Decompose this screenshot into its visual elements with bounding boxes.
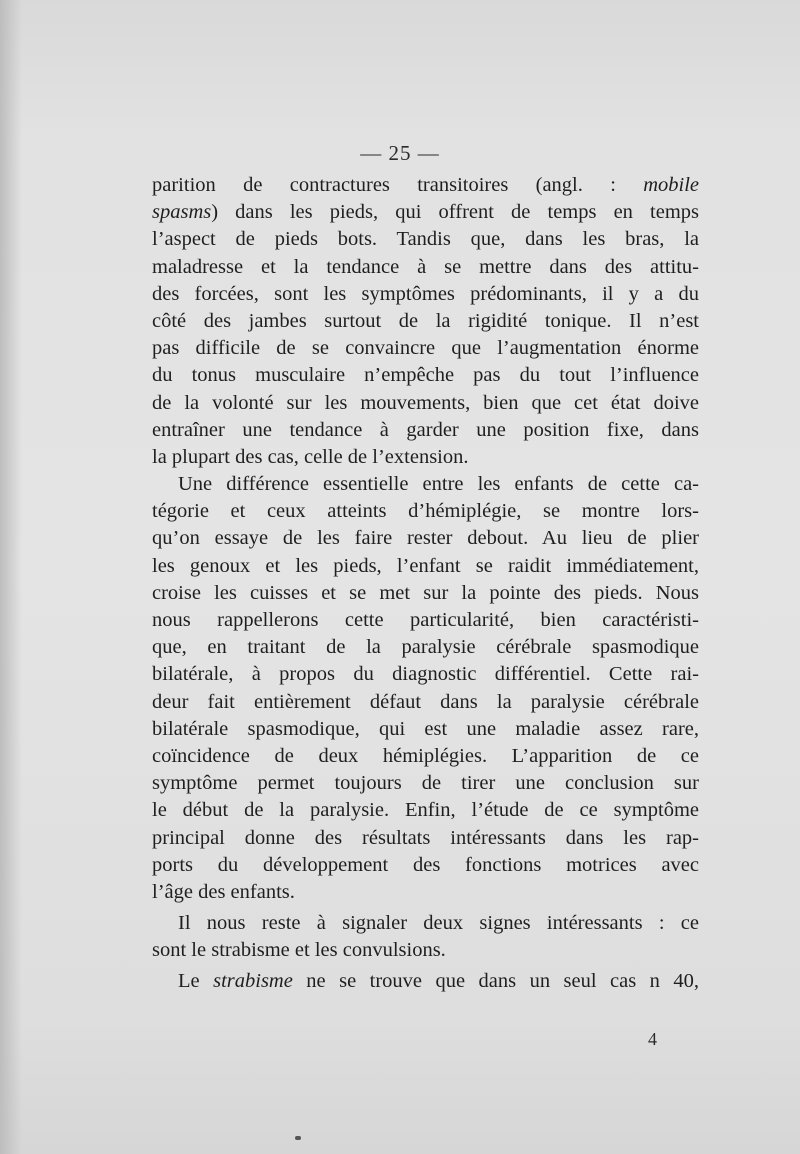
paragraph-4 [152,968,699,995]
text-line: du tonus musculaire n’empêche pas du tout l’influence [152,364,699,387]
text-run: ) dans les pieds, qui offrent de temps en temps [211,201,699,224]
text-line: l’aspect de pieds bots. Tandis que, dans les bras, la [152,228,699,251]
text-line: bilatérale spasmodique, qui est une maladie assez rare, [152,717,699,740]
text-line: sont le strabisme et les convulsions. [152,939,446,962]
text-line: côté des jambes surtout de la rigidité tonique. Il n’est [152,309,699,332]
text-line: entraîner une tendance à garder une position fixe, dans [152,418,699,441]
text-line [152,968,699,995]
text-line [152,172,699,199]
text-line: Il nous reste à signaler deux signes intéressants : ce [178,912,699,935]
text-run: Le [178,970,214,993]
text-line: tégorie et ceux atteints d’hémiplégie, se montre lors- [152,500,699,523]
text-line: symptôme permet toujours de tirer une conclusion sur [152,772,699,795]
text-line: les genoux et les pieds, l’enfant se raidit immédiatement, [152,554,699,577]
text-run: parition de contractures transitoires (angl. : [152,174,644,196]
italic-term: strabisme [213,970,293,993]
text-line [152,199,699,226]
text-line: de la volonté sur les mouvements, bien que cet état doive [152,391,699,414]
text-run: ne se trouve que dans un seul cas n 40, [292,970,700,993]
text-line: la plupart des cas, celle de l’extension. [152,445,469,468]
italic-term: mobile [643,174,699,196]
text-line: qu’on essaye de les faire rester debout. Au lieu de plier [152,527,699,550]
text-line: pas difficile de se convaincre que l’augmentation énorme [152,337,699,360]
italic-term: spasms [152,201,212,224]
signature-mark: 4 [648,1029,657,1049]
text-line: bilatérale, à propos du diagnostic différentiel. Cette rai- [152,663,699,686]
text-line: coïncidence de deux hémiplégies. L’apparition de ce [152,744,699,767]
text-line: nous rappellerons cette particularité, bien caractéristi- [152,609,699,631]
text-line: ports du développement des fonctions motrices avec [152,853,699,876]
text-line: Une différence essentielle entre les enfants de cette ca- [178,473,699,496]
paragraph-3 [152,910,699,964]
ink-speck [295,1136,301,1140]
page-number: — 25 — [360,141,440,165]
text-line: l’âge des enfants. [152,880,295,903]
paragraph-1 [152,172,699,471]
text-line: deur fait entièrement défaut dans la paralysie cérébrale [152,690,699,713]
text-line: des forcées, sont les symptômes prédominants, il y a du [152,282,699,305]
text-line: croise les cuisses et se met sur la pointe des pieds. Nous [152,581,699,604]
body-text [152,172,699,996]
paragraph-2 [152,471,699,906]
text-line: maladresse et la tendance à se mettre dans des attitu- [152,255,699,278]
text-line: que, en traitant de la paralysie cérébrale spasmodique [152,636,699,659]
text-line: le début de la paralysie. Enfin, l’étude de ce symptôme [152,799,699,822]
text-line: principal donne des résultats intéressants dans les rap- [152,826,699,849]
